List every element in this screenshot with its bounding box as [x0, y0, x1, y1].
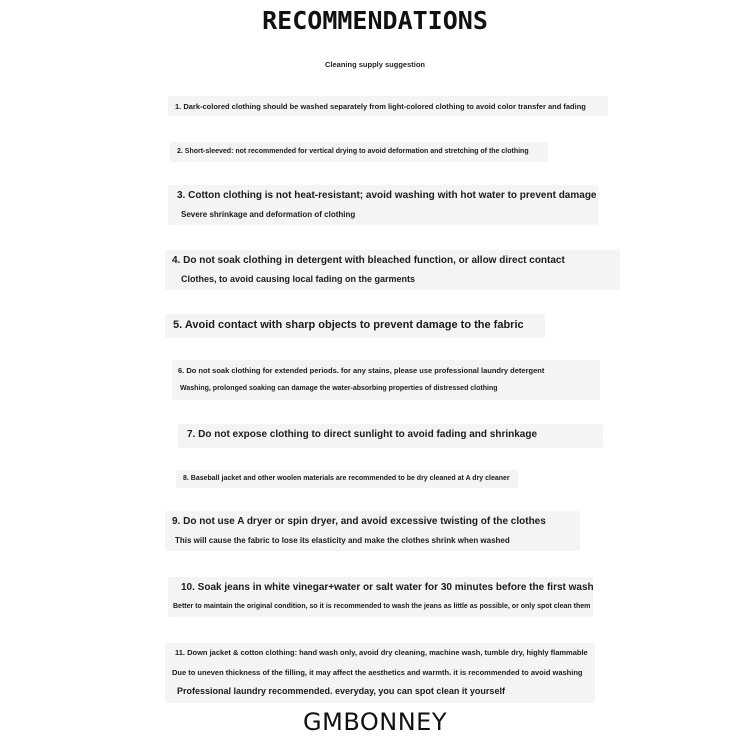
recommendation-3-line-1: 3. Cotton clothing is not heat-resistant; avoid washing with hot water to prevent damage	[177, 190, 597, 201]
recommendation-6-line-2: Washing, prolonged soaking can damage the water-absorbing properties of distressed clothing	[180, 385, 498, 392]
recommendation-1-line-1: 1. Dark-colored clothing should be washed separately from light-colored clothing to avoid color transfer and fading	[175, 102, 586, 111]
recommendation-9-line-1: 9. Do not use A dryer or spin dryer, and avoid excessive twisting of the clothes	[172, 516, 546, 527]
brand-logo-text: GMBONNEY	[303, 708, 447, 736]
recommendation-6-line-1: 6. Do not soak clothing for extended periods. for any stains, please use professional laundry detergent	[178, 366, 545, 375]
page-title: RECOMMENDATIONS	[262, 6, 488, 35]
recommendation-5-line-1: 5. Avoid contact with sharp objects to prevent damage to the fabric	[173, 319, 524, 331]
recommendation-10-line-2: Better to maintain the original condition, so it is recommended to wash the jeans as little as possible, or only spot clean them	[173, 603, 591, 610]
recommendation-4-line-2: Clothes, to avoid causing local fading on the garments	[181, 274, 416, 284]
recommendation-11-line-1: 11. Down jacket & cotton clothing: hand wash only, avoid dry cleaning, machine wash, tumble dry, highly flammable	[175, 648, 588, 657]
recommendation-4-line-1: 4. Do not soak clothing in detergent with bleached function, or allow direct contact	[172, 255, 565, 266]
recommendation-10-line-1: 10. Soak jeans in white vinegar+water or salt water for 30 minutes before the first wash	[181, 582, 594, 593]
recommendation-2-line-1: 2. Short-sleeved: not recommended for vertical drying to avoid deformation and stretching of the clothing	[177, 148, 529, 155]
page-subtitle: Cleaning supply suggestion	[324, 60, 425, 69]
recommendation-7-line-1: 7. Do not expose clothing to direct sunlight to avoid fading and shrinkage	[187, 429, 538, 440]
recommendation-8-line-1: 8. Baseball jacket and other woolen materials are recommended to be dry cleaned at A dry cleaner	[183, 475, 510, 482]
recommendation-9-line-2: This will cause the fabric to lose its elasticity and make the clothes shrink when washed	[175, 536, 510, 545]
recommendation-3-line-2: Severe shrinkage and deformation of clothing	[181, 210, 356, 219]
recommendation-11-line-3: Professional laundry recommended. everyday, you can spot clean it yourself	[177, 686, 505, 696]
recommendation-11-line-2: Due to uneven thickness of the filling, it may affect the aesthetics and warmth. it is recommended to avoid washing	[172, 668, 583, 677]
